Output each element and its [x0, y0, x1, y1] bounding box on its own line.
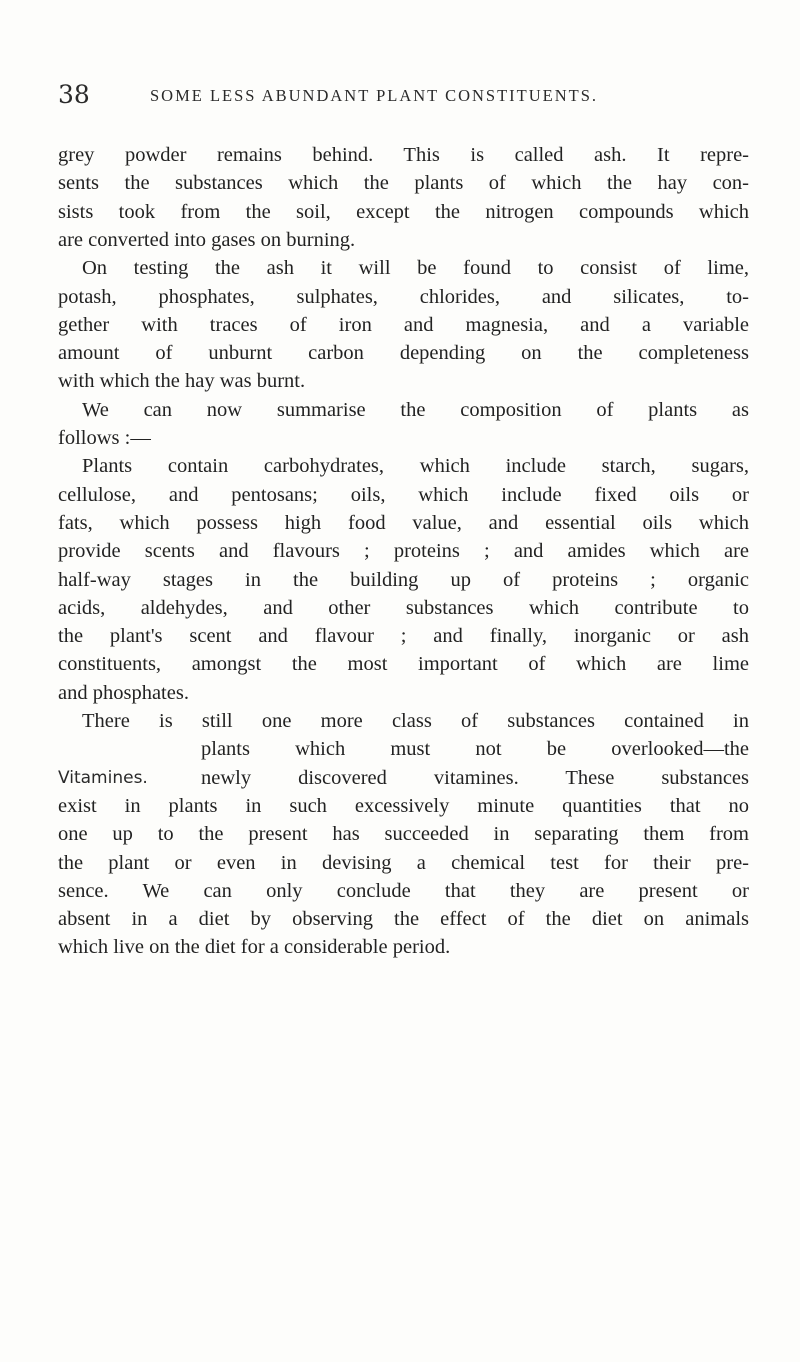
text-line: On testing the ash it will be found to consist of lime,: [82, 257, 749, 279]
text-line: acids, aldehydes, and other substances which contribute to: [58, 597, 749, 619]
text-line: There is still one more class of substances contained in: [82, 710, 749, 732]
running-head: SOME LESS ABUNDANT PLANT CONSTITUENTS.: [150, 86, 599, 105]
text-line: grey powder remains behind. This is called ash. It repre-: [58, 144, 749, 166]
text-line: the plant's scent and flavour ; and finally, inorganic or ash: [58, 625, 749, 647]
text-line: plants which must not be overlooked—the: [201, 738, 749, 760]
text-line: gether with traces of iron and magnesia, and a variable: [58, 314, 749, 336]
text-line: follows :—: [58, 427, 151, 449]
text-line: amount of unburnt carbon depending on the completeness: [58, 342, 749, 364]
text-line: constituents, amongst the most important of which are lime: [58, 653, 749, 675]
text-line: fats, which possess high food value, and essential oils which: [58, 512, 749, 534]
text-line: potash, phosphates, sulphates, chlorides, and silicates, to-: [58, 286, 749, 308]
text-line: half-way stages in the building up of proteins ; organic: [58, 569, 749, 591]
text-line: provide scents and flavours ; proteins ; and amides which are: [58, 540, 749, 562]
text-line: which live on the diet for a considerable period.: [58, 936, 451, 958]
text-line: exist in plants in such excessively minute quantities that no: [58, 795, 749, 817]
text-line: the plant or even in devising a chemical test for their pre-: [58, 852, 749, 874]
text-line: sists took from the soil, except the nitrogen compounds which: [58, 201, 749, 223]
text-line: with which the hay was burnt.: [58, 370, 306, 392]
text-line: and phosphates.: [58, 682, 189, 704]
page-header: [58, 80, 748, 110]
text-line: cellulose, and pentosans; oils, which include fixed oils or: [58, 484, 749, 506]
text-line: We can now summarise the composition of plants as: [82, 399, 749, 421]
text-line: absent in a diet by observing the effect of the diet on animals: [58, 908, 749, 930]
text-line: are converted into gases on burning.: [58, 229, 356, 251]
text-line: sents the substances which the plants of which the hay con-: [58, 172, 749, 194]
margin-note: Vitamines.: [58, 768, 148, 788]
text-line: sence. We can only conclude that they are present or: [58, 880, 749, 902]
text-line: newly discovered vitamines. These substances: [201, 767, 749, 789]
text-line: one up to the present has succeeded in separating them from: [58, 823, 749, 845]
page-number: 38: [58, 80, 90, 109]
text-line: Plants contain carbohydrates, which include starch, sugars,: [82, 455, 749, 477]
